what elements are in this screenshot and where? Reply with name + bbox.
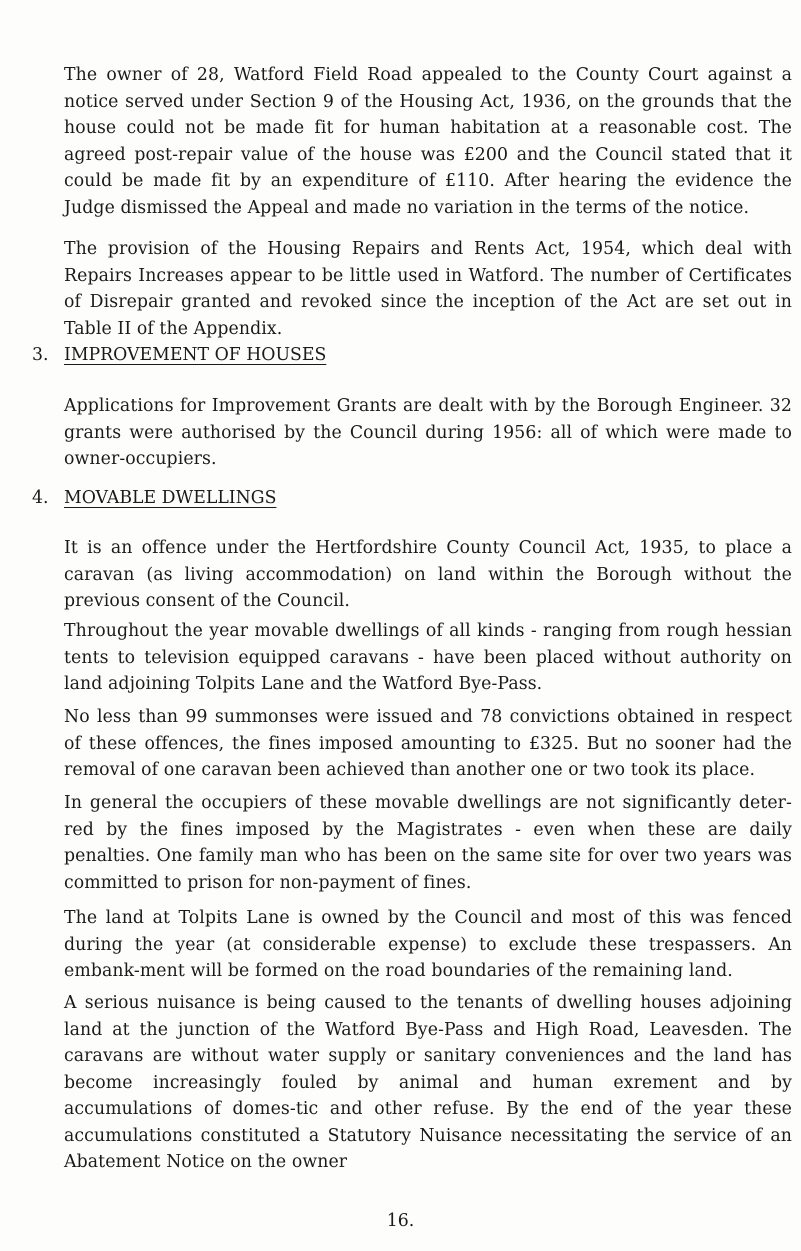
paragraph-serious-nuisance: A serious nuisance is being caused to the tenants of dwelling houses adjoining land at the junction of the Watford Bye-Pass and High Road, Leavesden. The caravans are without water supply or sanitary conveniences and the land has become increasingly fouled by animal and human exrement and by accumulations of domes-tic and other refuse. By the end of the year these accumulations constituted a Statutory Nuisance necessitating the service of an Abatement Notice on the owner	[64, 993, 792, 1172]
paragraph-county-court-appeal: The owner of 28, Watford Field Road appealed to the County Court against a notice served under Section 9 of the Housing Act, 1936, on the grounds that the house could not be made fit for human habitation at a reasonable cost. The agreed post-repair value of the house was £200 and the Council stated that it could be made fit by an expenditure of £110. After hearing the evidence the Judge dismissed the Appeal and made no variation in the terms of the notice.	[64, 65, 792, 218]
page-number: 16.	[386, 1211, 415, 1231]
paragraph-improvement-grants: Applications for Improvement Grants are dealt with by the Borough Engineer. 32 grants were authorised by the Council during 1956: all of which were made to owner-occupiers.	[64, 396, 792, 469]
paragraph-tolpits-lane-fencing: The land at Tolpits Lane is owned by the Council and most of this was fenced during the year (at considerable expense) to exclude these trespassers. An embank-ment will be formed on the road boundaries of the remaining land.	[64, 908, 792, 981]
section-number: 3.	[32, 345, 49, 365]
section-number: 4.	[32, 488, 49, 508]
paragraph-movable-dwellings-tolpits: Throughout the year movable dwellings of all kinds - ranging from rough hessian tents to television equipped caravans - have been placed without authority on land adjoining Tolpits Lane and the Watford Bye-Pass.	[64, 621, 792, 694]
paragraph-caravan-offence: It is an offence under the Hertfordshire County Council Act, 1935, to place a caravan (as living accommodation) on land within the Borough without the previous consent of the Council.	[64, 538, 792, 611]
section-heading-movable-dwellings	[32, 485, 276, 512]
paragraph-occupiers-fines: In general the occupiers of these movable dwellings are not significantly deter-red by the fines imposed by the Magistrates - even when these are daily penalties. One family man who has been on the same site for over two years was committed to prison for non-payment of fines.	[64, 793, 792, 893]
section-title: MOVABLE DWELLINGS	[64, 488, 277, 508]
section-heading-improvement-of-houses	[32, 342, 326, 369]
section-title: IMPROVEMENT OF HOUSES	[64, 345, 327, 365]
paragraph-summonses-convictions: No less than 99 summonses were issued and 78 convictions obtained in respect of these offences, the fines imposed amounting to £325. But no sooner had the removal of one caravan been achieved than another one or two took its place.	[64, 707, 792, 780]
paragraph-housing-repairs-rents-act: The provision of the Housing Repairs and Rents Act, 1954, which deal with Repairs Increases appear to be little used in Watford. The number of Certificates of Disrepair granted and revoked since the inception of the Act are set out in Table II of the Appendix.	[64, 239, 792, 339]
